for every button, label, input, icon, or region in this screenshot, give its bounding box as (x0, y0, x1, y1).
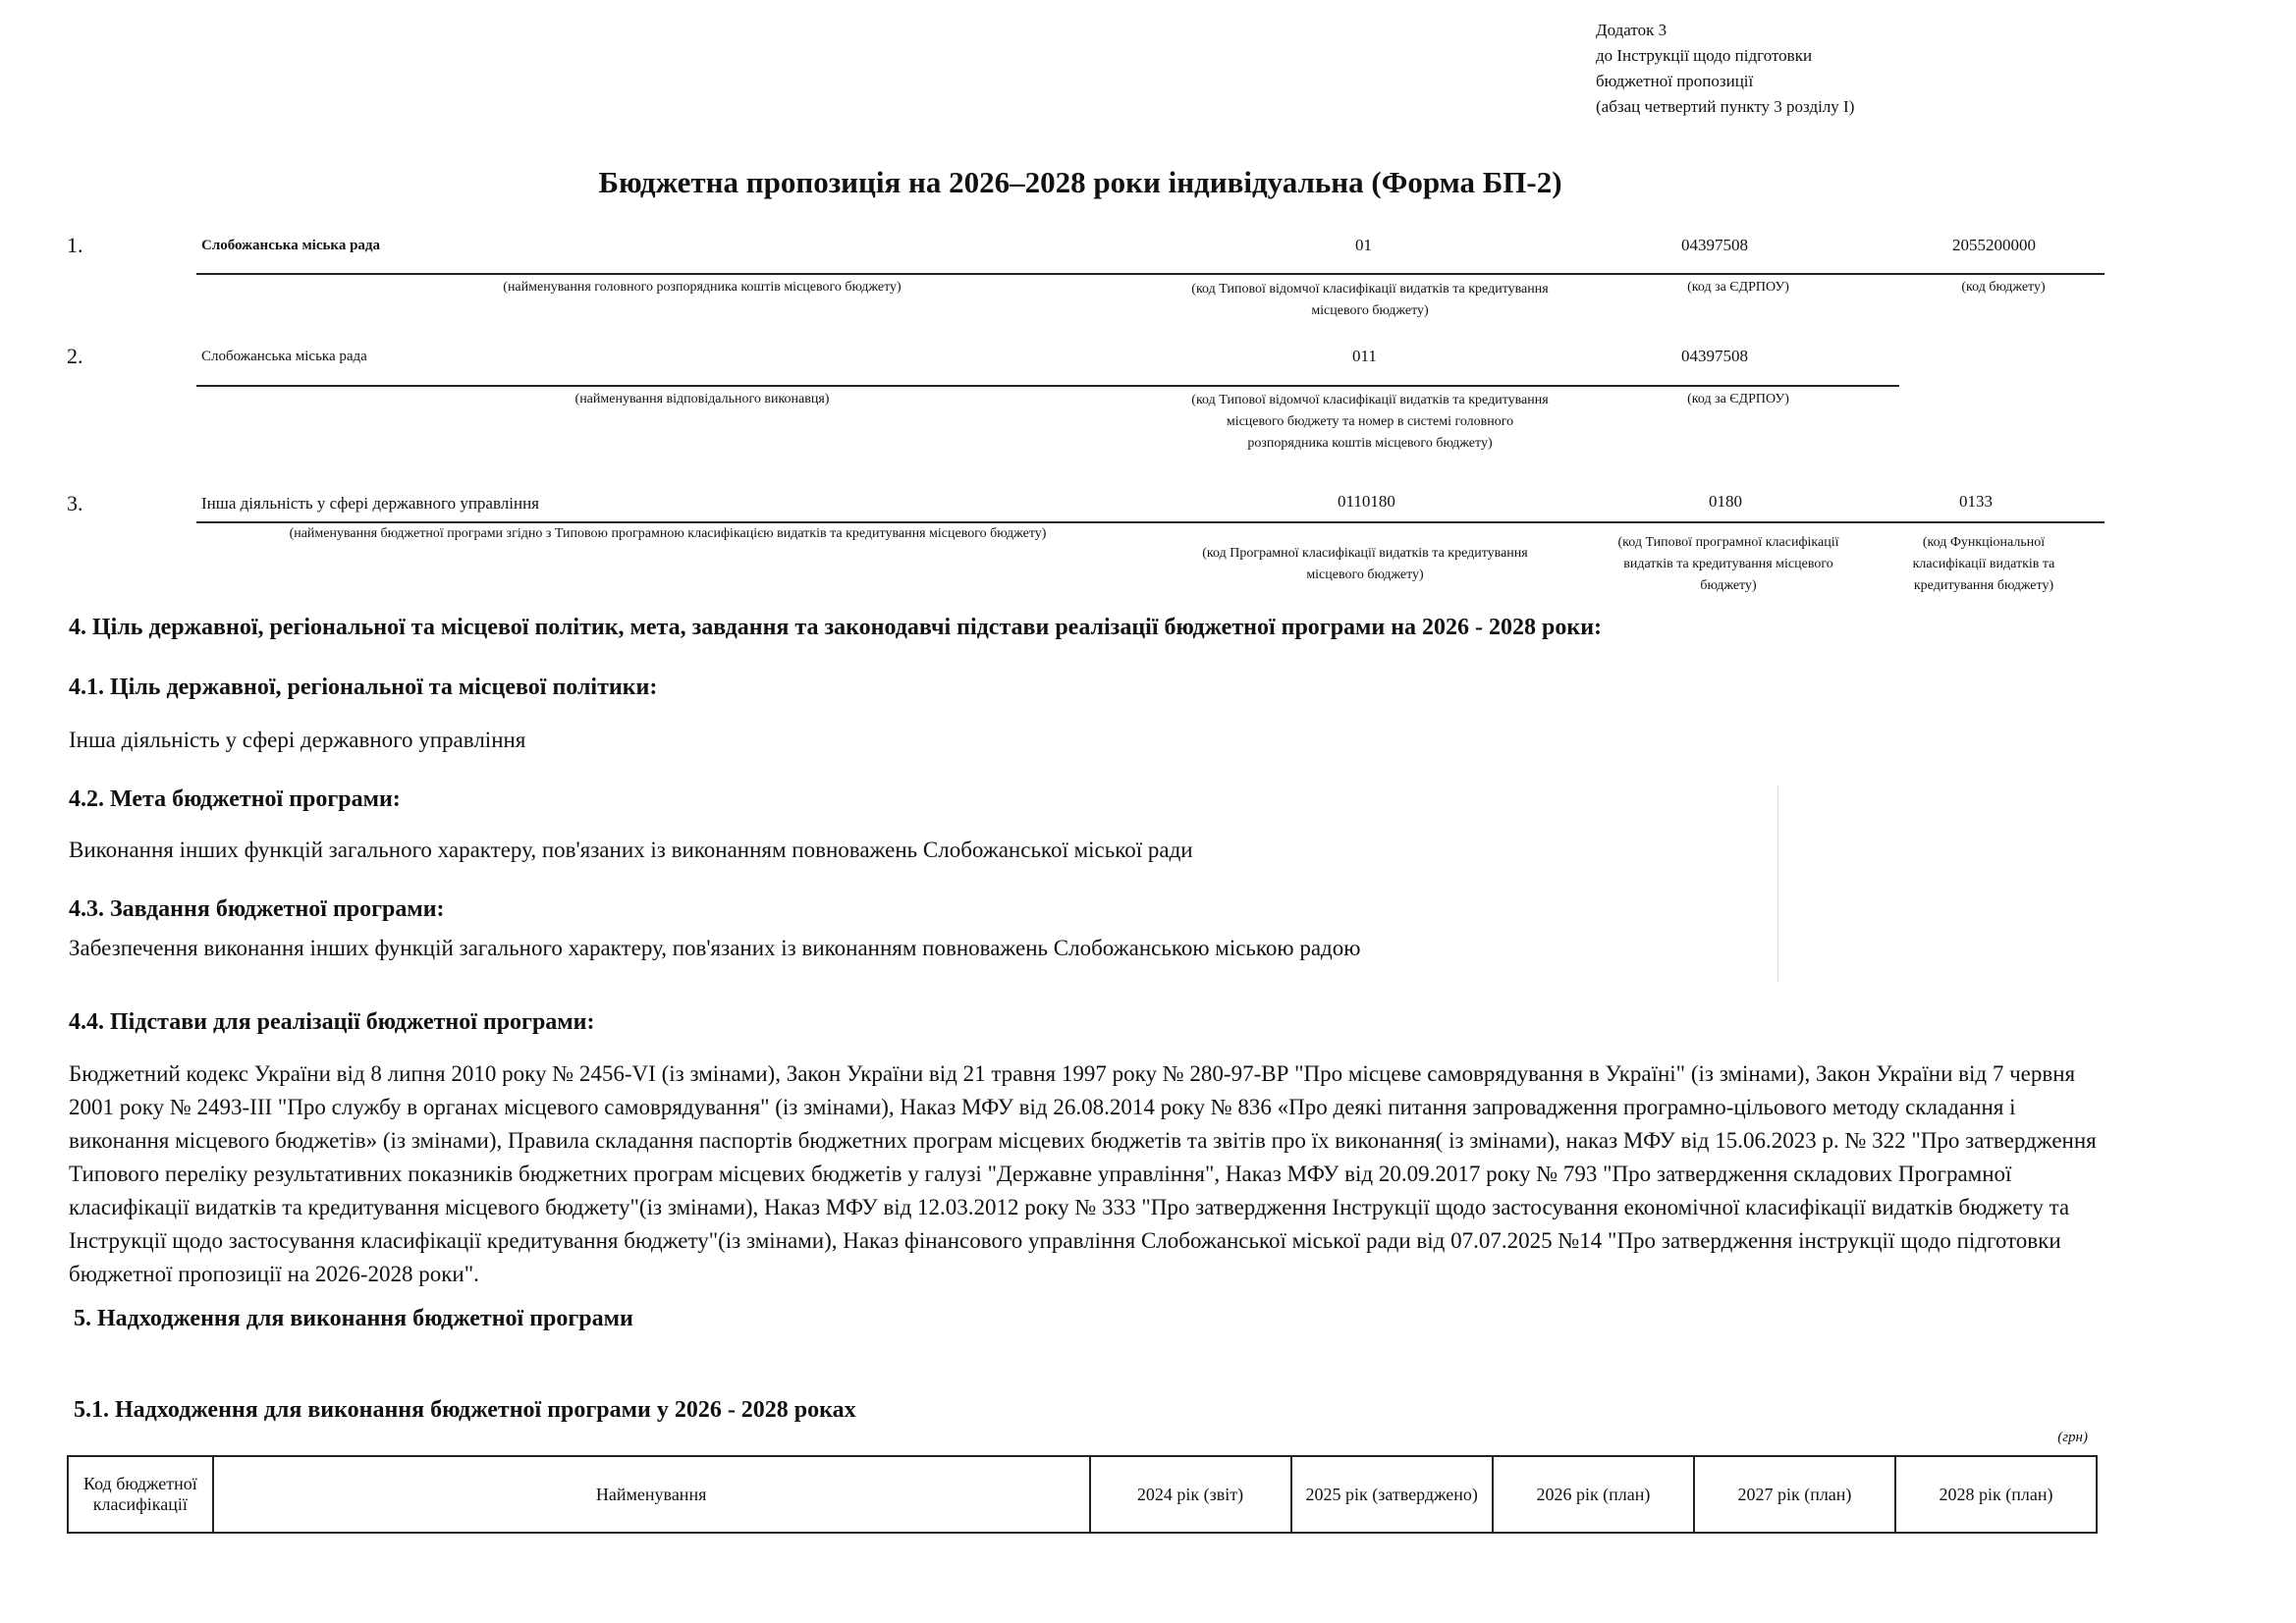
row1-budget-code: 2055200000 (1952, 236, 2036, 254)
row1-name: Слобожанська міська рада (201, 238, 381, 253)
row1-code: 01 (1355, 236, 1372, 254)
row3-caption-typical (1586, 532, 1871, 597)
section51-heading: 5.1. Надходження для виконання бюджетної програми у 2026 - 2028 роках (74, 1397, 856, 1423)
section43-text: Забезпечення виконання інших функцій загального характеру, пов'язаних із виконанням повноважень Слобожанською міською радою (69, 936, 1361, 960)
addendum-line-4: (абзац четвертий пункту 3 розділу I) (1596, 97, 1855, 116)
addendum-line-1: Додаток 3 (1596, 21, 1667, 39)
scan-vertical-mark (1777, 785, 1778, 982)
row2-caption-code-line-1: (код Типової відомчої класифікації видатків та кредитування (1191, 393, 1549, 407)
section41-heading: 4.1. Ціль державної, регіональної та місцевої політики: (69, 675, 658, 700)
row3-caption-program-line-2: місцевого бюджету) (1306, 568, 1424, 582)
addendum-block (1596, 18, 1854, 120)
header-name: Найменування (213, 1456, 1090, 1533)
row3-caption-program-line-1: (код Програмної класифікації видатків та кредитування (1202, 546, 1528, 561)
row1-underline (196, 273, 2105, 275)
section43-heading: 4.3. Завдання бюджетної програми: (69, 896, 445, 922)
row3-program-code: 0110180 (1338, 492, 1395, 511)
row2-caption-name: (найменування відповідального виконавця) (574, 392, 830, 406)
row2-caption-code (1139, 390, 1601, 455)
row2-number: 2. (67, 344, 83, 368)
row3-caption-typical-line-3: бюджету) (1700, 578, 1757, 593)
row3-typical-code: 0180 (1709, 492, 1742, 511)
row3-caption-typical-line-2: видатків та кредитування місцевого (1623, 557, 1833, 571)
row2-name: Слобожанська міська рада (201, 349, 367, 364)
unit-label: (грн) (2057, 1430, 2088, 1445)
addendum-line-2: до Інструкції щодо підготовки (1596, 46, 1813, 65)
header-2026: 2026 рік (план) (1493, 1456, 1694, 1533)
addendum-line-3: бюджетної пропозиції (1596, 72, 1754, 90)
header-2024: 2024 рік (звіт) (1090, 1456, 1291, 1533)
row1-number: 1. (67, 233, 83, 257)
row1-caption-code (1139, 279, 1601, 322)
row2-edrpou: 04397508 (1681, 347, 1748, 365)
section44-heading: 4.4. Підстави для реалізації бюджетної програми: (69, 1009, 595, 1035)
row2-underline (196, 385, 1899, 387)
document-title: Бюджетна пропозиція на 2026–2028 роки індивідуальна (Форма БП-2) (598, 165, 1562, 199)
row3-caption-name: (найменування бюджетної програми згідно з Типовою програмною класифікацією видатків та кредитування місцевого бюджету) (289, 526, 1047, 541)
section42-heading: 4.2. Мета бюджетної програми: (69, 786, 401, 812)
row3-caption-typical-line-1: (код Типової програмної класифікації (1617, 535, 1839, 550)
header-2027: 2027 рік (план) (1694, 1456, 1895, 1533)
row2-caption-code-line-2: місцевого бюджету та номер в системі головного (1226, 414, 1514, 429)
row3-caption-functional-line-3: кредитування бюджету) (1913, 578, 2054, 593)
row3-caption-functional-line-1: (код Функціональної (1922, 535, 2046, 550)
row2-code: 011 (1352, 347, 1377, 365)
section44-text: Бюджетний кодекс України від 8 липня 2010 року № 2456-VI (із змінами), Закон України від 21 травня 1997 року № 280-97-ВР "Про місцеве самоврядування в Україні" (із змінами), Закон України від 7 червня 2001 року № 2493-III "Про службу в органах місцевого самоврядування" (із змінами), Наказ МФУ від 26.08.2014 року № 836 «Про деякі питання запровадження програмно-цільового методу складання і виконання місцевого бюджетів» (із змінами), Правила складання паспортів бюджетних програм місцевих бюджетів та звітів про їх виконання( із змінами), наказ МФУ від 15.06.2023 р. № 322 "Про затвердження Типового переліку результативних показників бюджетних програм місцевих бюджетів у галузі "Державне управління", Наказ МФУ від 20.09.2017 року № 793 "Про затвердження складових Програмної класифікації видатків та кредитування місцевого бюджету"(із змінами), Наказ МФУ від 12.03.2012 року № 333 "Про затвердження Інструкції щодо застосування економічної класифікації видатків бюджету та Інструкції щодо застосування класифікації кредитування бюджету"(із змінами), Наказ фінансового управління Слобожанської міської ради від 07.07.2025 №14 "Про затвердження інструкції щодо підготовки бюджетної пропозиції на 2026-2028 роки". (69, 1061, 2097, 1286)
row1-caption-code-line-2: місцевого бюджету) (1311, 303, 1429, 318)
row3-caption-functional (1881, 532, 2087, 597)
header-2025: 2025 рік (затверджено) (1291, 1456, 1493, 1533)
section42-text: Виконання інших функцій загального характеру, пов'язаних із виконанням повноважень Слобожанської міської ради (69, 838, 1193, 862)
row3-number: 3. (67, 491, 83, 515)
row1-caption-code-line-1: (код Типової відомчої класифікації видатків та кредитування (1191, 282, 1549, 297)
row3-name: Інша діяльність у сфері державного управління (201, 494, 539, 513)
row1-caption-budget: (код бюджету) (1961, 280, 2046, 295)
row3-caption-program (1154, 543, 1576, 586)
row1-edrpou: 04397508 (1681, 236, 1748, 254)
section41-text: Інша діяльність у сфері державного управління (69, 728, 526, 752)
row1-caption-edrpou: (код за ЄДРПОУ) (1687, 280, 1789, 295)
row2-caption-edrpou: (код за ЄДРПОУ) (1687, 392, 1789, 406)
section5-heading: 5. Надходження для виконання бюджетної програми (74, 1306, 633, 1331)
row2-caption-code-line-3: розпорядника коштів місцевого бюджету) (1247, 436, 1493, 451)
revenue-table-header-row (68, 1456, 2097, 1533)
header-budget-code: Код бюджетної класифікації (68, 1456, 213, 1533)
header-2028: 2028 рік (план) (1895, 1456, 2097, 1533)
section4-heading: 4. Ціль державної, регіональної та місцевої політик, мета, завдання та законодавчі підстави реалізації бюджетної програми на 2026 - 2028 роки: (69, 615, 1603, 640)
row3-func-code: 0133 (1959, 492, 1993, 511)
revenue-table (67, 1455, 2098, 1534)
row3-caption-functional-line-2: класифікації видатків та (1912, 557, 2055, 571)
row1-caption-name: (найменування головного розпорядника коштів місцевого бюджету) (503, 280, 902, 295)
